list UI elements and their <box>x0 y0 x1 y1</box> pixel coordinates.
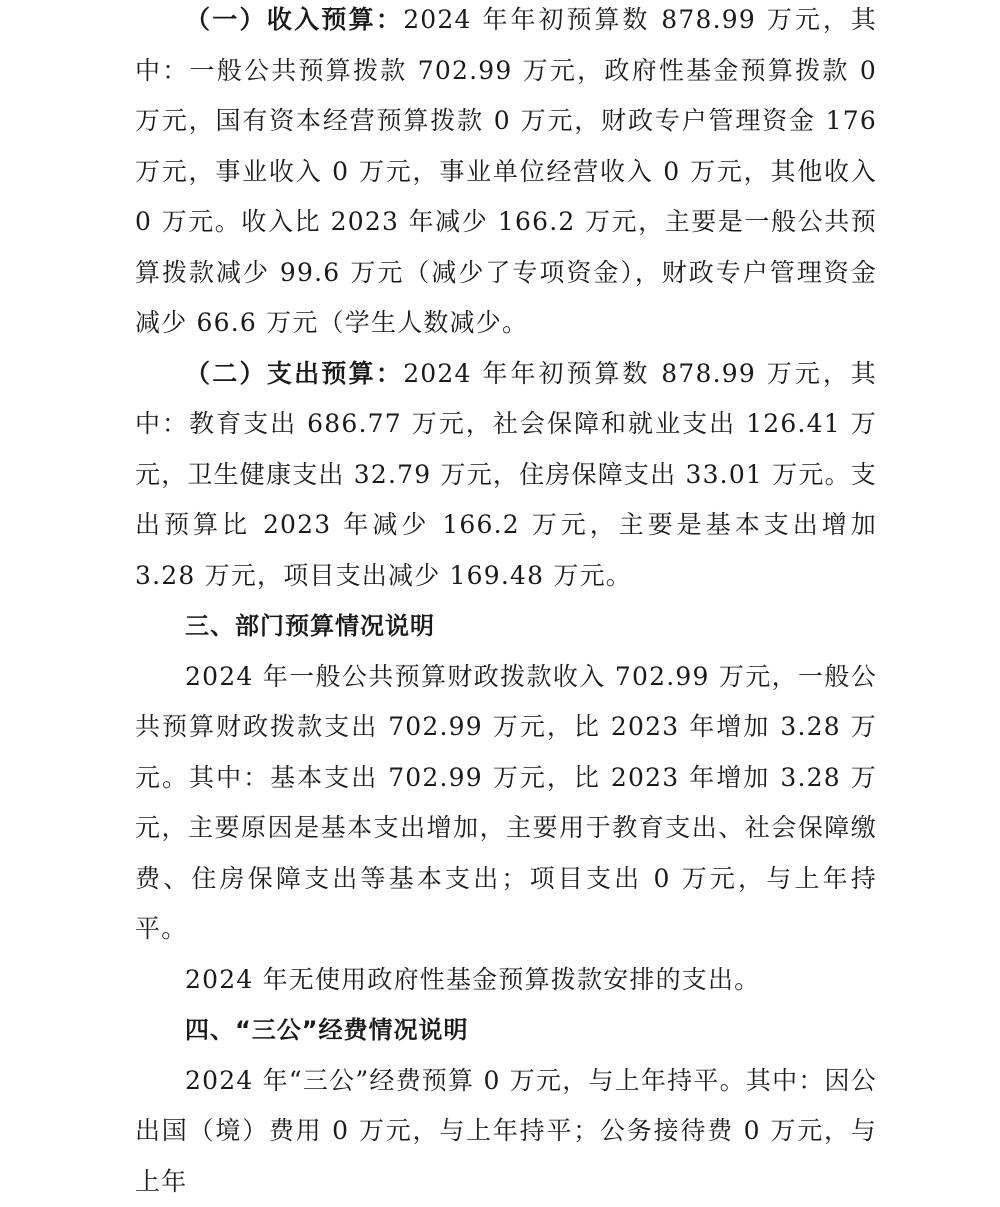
expenditure-budget-paragraph <box>135 349 877 602</box>
section-3-paragraph-1: 2024 年一般公共预算财政拨款收入 702.99 万元，一般公共预算财政拨款支出 702.99 万元，比 2023 年增加 3.28 万元。其中：基本支出 702.99 万元，比 2023 年增加 3.28 万元，主要原因是基本支出增加，主要用于教育支出、社会保障缴费、住房保障支出等基本支出；项目支出 0 万元，与上年持平。 <box>135 652 877 955</box>
income-budget-paragraph <box>135 0 877 349</box>
income-budget-heading: （一）收入预算： <box>185 5 403 34</box>
expenditure-budget-text: 2024 年年初预算数 878.99 万元，其中：教育支出 686.77 万元，社会保障和就业支出 126.41 万元，卫生健康支出 32.79 万元，住房保障支出 33.01 万元。支出预算比 2023 年减少 166.2 万元，主要是基本支出增加 3.28 万元，项目支出减少 169.48 万元。 <box>135 359 877 590</box>
income-budget-text: 2024 年年初预算数 878.99 万元，其中：一般公共预算拨款 702.99 万元，政府性基金预算拨款 0 万元，国有资本经营预算拨款 0 万元，财政专户管理资金 176 万元，事业收入 0 万元，事业单位经营收入 0 万元，其他收入 0 万元。收入比 2023 年减少 166.2 万元，主要是一般公共预算拨款减少 99.6 万元（减少了专项资金），财政专户管理资金减少 66.6 万元（学生人数减少。 <box>135 5 877 337</box>
document-page <box>135 0 877 1207</box>
section-3-paragraph-2: 2024 年无使用政府性基金预算拨款安排的支出。 <box>135 955 877 1006</box>
expenditure-budget-heading: （二）支出预算： <box>185 359 403 388</box>
section-4-title: 四、“三公”经费情况说明 <box>135 1005 877 1056</box>
section-4-paragraph-1: 2024 年“三公”经费预算 0 万元，与上年持平。其中：因公出国（境）费用 0 万元，与上年持平；公务接待费 0 万元，与上年 <box>135 1056 877 1207</box>
section-3-title: 三、部门预算情况说明 <box>135 601 877 652</box>
